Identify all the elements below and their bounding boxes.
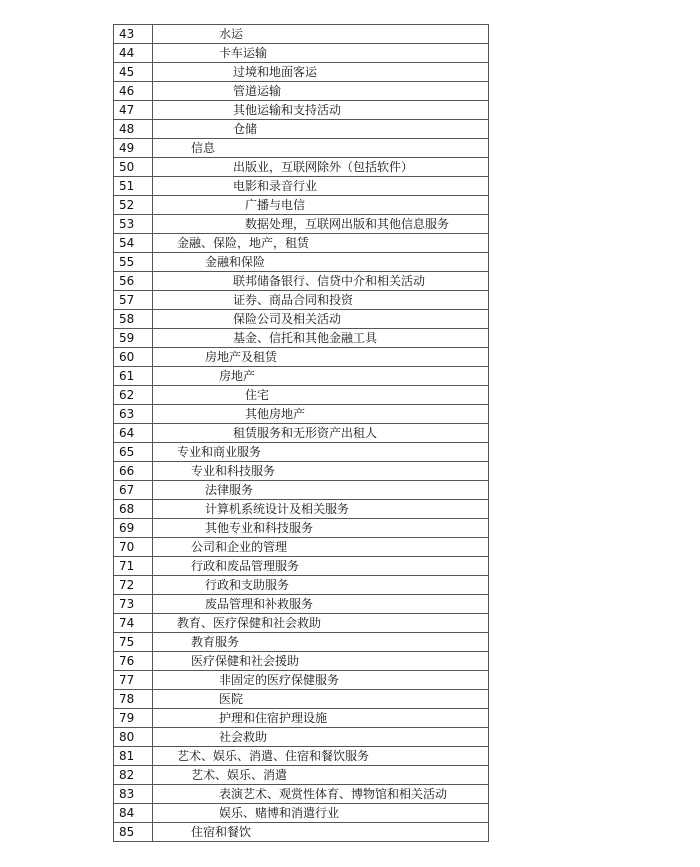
industry-label: 行政和支助服务	[205, 578, 290, 592]
row-number: 47	[114, 101, 153, 120]
row-number: 60	[114, 348, 153, 367]
row-number: 43	[114, 25, 153, 44]
row-label-cell	[153, 785, 489, 804]
table-row	[114, 310, 489, 329]
row-label-cell	[153, 101, 489, 120]
row-label-cell	[153, 500, 489, 519]
industry-label: 非固定的医疗保健服务	[219, 673, 340, 687]
row-label-cell	[153, 576, 489, 595]
row-number: 71	[114, 557, 153, 576]
row-number: 78	[114, 690, 153, 709]
table-row	[114, 462, 489, 481]
row-number: 81	[114, 747, 153, 766]
table-row	[114, 272, 489, 291]
row-number: 64	[114, 424, 153, 443]
row-number: 68	[114, 500, 153, 519]
row-number: 52	[114, 196, 153, 215]
table-row	[114, 823, 489, 842]
row-label-cell	[153, 709, 489, 728]
row-label-cell	[153, 652, 489, 671]
row-number: 63	[114, 405, 153, 424]
industry-label: 娱乐、赌博和消遣行业	[219, 806, 340, 820]
industry-label: 其他专业和科技服务	[205, 521, 314, 535]
row-number: 62	[114, 386, 153, 405]
industry-label: 金融、保险，地产，租赁	[177, 236, 310, 250]
table-row	[114, 139, 489, 158]
table-row	[114, 481, 489, 500]
row-label-cell	[153, 424, 489, 443]
row-label-cell	[153, 538, 489, 557]
row-label-cell	[153, 234, 489, 253]
industry-label: 其他运输和支持活动	[233, 103, 342, 117]
industry-label: 出版业，互联网除外（包括软件）	[233, 160, 414, 174]
industry-label: 废品管理和补救服务	[205, 597, 314, 611]
row-number: 85	[114, 823, 153, 842]
row-label-cell	[153, 386, 489, 405]
table-row	[114, 633, 489, 652]
row-number: 51	[114, 177, 153, 196]
row-number: 65	[114, 443, 153, 462]
row-label-cell	[153, 614, 489, 633]
row-label-cell	[153, 481, 489, 500]
table-row	[114, 576, 489, 595]
row-number: 49	[114, 139, 153, 158]
industry-label: 数据处理，互联网出版和其他信息服务	[245, 217, 450, 231]
row-label-cell	[153, 823, 489, 842]
row-label-cell	[153, 310, 489, 329]
row-label-cell	[153, 728, 489, 747]
row-label-cell	[153, 329, 489, 348]
row-label-cell	[153, 766, 489, 785]
industry-label: 教育服务	[191, 635, 240, 649]
industry-label: 护理和住宿护理设施	[219, 711, 328, 725]
row-label-cell	[153, 671, 489, 690]
industry-label: 社会救助	[219, 730, 268, 744]
table-row	[114, 196, 489, 215]
table-row	[114, 709, 489, 728]
row-number: 75	[114, 633, 153, 652]
industry-label: 房地产及租赁	[205, 350, 278, 364]
row-number: 73	[114, 595, 153, 614]
row-number: 44	[114, 44, 153, 63]
industry-label: 金融和保险	[205, 255, 266, 269]
row-number: 54	[114, 234, 153, 253]
row-number: 67	[114, 481, 153, 500]
row-label-cell	[153, 177, 489, 196]
industry-table-body	[114, 25, 489, 842]
row-number: 53	[114, 215, 153, 234]
row-label-cell	[153, 253, 489, 272]
industry-label: 其他房地产	[245, 407, 306, 421]
industry-label: 水运	[219, 27, 244, 41]
row-label-cell	[153, 690, 489, 709]
row-number: 84	[114, 804, 153, 823]
industry-label: 行政和废品管理服务	[191, 559, 300, 573]
row-label-cell	[153, 25, 489, 44]
industry-label: 租赁服务和无形资产出租人	[233, 426, 378, 440]
row-number: 45	[114, 63, 153, 82]
table-row	[114, 215, 489, 234]
industry-label: 过境和地面客运	[233, 65, 318, 79]
industry-label: 专业和科技服务	[191, 464, 276, 478]
table-row	[114, 44, 489, 63]
row-number: 61	[114, 367, 153, 386]
industry-label: 表演艺术、观赏性体育、博物馆和相关活动	[219, 787, 448, 801]
row-number: 74	[114, 614, 153, 633]
row-number: 58	[114, 310, 153, 329]
row-number: 69	[114, 519, 153, 538]
table-row	[114, 614, 489, 633]
industry-label: 住宅	[245, 388, 270, 402]
row-number: 79	[114, 709, 153, 728]
industry-label: 公司和企业的管理	[191, 540, 288, 554]
industry-label: 专业和商业服务	[177, 445, 262, 459]
industry-label: 计算机系统设计及相关服务	[205, 502, 350, 516]
industry-label: 保险公司及相关活动	[233, 312, 342, 326]
row-label-cell	[153, 405, 489, 424]
table-row	[114, 120, 489, 139]
industry-label: 信息	[191, 141, 216, 155]
industry-label: 电影和录音行业	[233, 179, 318, 193]
row-label-cell	[153, 804, 489, 823]
industry-label: 医疗保健和社会援助	[191, 654, 300, 668]
table-row	[114, 766, 489, 785]
table-row	[114, 728, 489, 747]
industry-label: 管道运输	[233, 84, 282, 98]
table-row	[114, 519, 489, 538]
row-number: 72	[114, 576, 153, 595]
table-row	[114, 177, 489, 196]
row-label-cell	[153, 633, 489, 652]
industry-label: 艺术、娱乐、消遣、住宿和餐饮服务	[177, 749, 370, 763]
table-row	[114, 747, 489, 766]
row-label-cell	[153, 443, 489, 462]
table-row	[114, 405, 489, 424]
row-number: 76	[114, 652, 153, 671]
industry-label: 证券、商品合同和投资	[233, 293, 354, 307]
row-label-cell	[153, 291, 489, 310]
table-row	[114, 785, 489, 804]
table-row	[114, 595, 489, 614]
row-label-cell	[153, 139, 489, 158]
table-row	[114, 424, 489, 443]
row-label-cell	[153, 557, 489, 576]
industry-label: 艺术、娱乐、消遣	[191, 768, 288, 782]
row-number: 82	[114, 766, 153, 785]
table-row	[114, 253, 489, 272]
row-label-cell	[153, 44, 489, 63]
industry-label: 仓储	[233, 122, 258, 136]
industry-label: 法律服务	[205, 483, 254, 497]
row-label-cell	[153, 63, 489, 82]
industry-label: 卡车运输	[219, 46, 268, 60]
industry-label: 房地产	[219, 369, 256, 383]
table-row	[114, 690, 489, 709]
industry-label: 联邦储备银行、信贷中介和相关活动	[233, 274, 426, 288]
table-row	[114, 652, 489, 671]
row-number: 77	[114, 671, 153, 690]
table-row	[114, 234, 489, 253]
row-label-cell	[153, 462, 489, 481]
industry-label: 教育、医疗保健和社会救助	[177, 616, 322, 630]
table-row	[114, 329, 489, 348]
table-row	[114, 63, 489, 82]
row-number: 66	[114, 462, 153, 481]
row-number: 46	[114, 82, 153, 101]
row-number: 50	[114, 158, 153, 177]
row-label-cell	[153, 215, 489, 234]
row-label-cell	[153, 196, 489, 215]
table-row	[114, 367, 489, 386]
row-number: 55	[114, 253, 153, 272]
table-row	[114, 291, 489, 310]
table-row	[114, 25, 489, 44]
row-label-cell	[153, 747, 489, 766]
row-number: 48	[114, 120, 153, 139]
row-number: 56	[114, 272, 153, 291]
row-number: 70	[114, 538, 153, 557]
row-number: 59	[114, 329, 153, 348]
table-row	[114, 443, 489, 462]
row-number: 80	[114, 728, 153, 747]
table-row	[114, 671, 489, 690]
row-label-cell	[153, 120, 489, 139]
industry-label: 住宿和餐饮	[191, 825, 252, 839]
table-row	[114, 101, 489, 120]
row-label-cell	[153, 595, 489, 614]
row-number: 57	[114, 291, 153, 310]
row-label-cell	[153, 158, 489, 177]
row-label-cell	[153, 82, 489, 101]
table-row	[114, 557, 489, 576]
table-row	[114, 500, 489, 519]
industry-label: 医院	[219, 692, 244, 706]
table-row	[114, 158, 489, 177]
table-row	[114, 538, 489, 557]
table-row	[114, 348, 489, 367]
table-row	[114, 804, 489, 823]
row-label-cell	[153, 367, 489, 386]
industry-label: 广播与电信	[245, 198, 306, 212]
row-label-cell	[153, 519, 489, 538]
industry-label: 基金、信托和其他金融工具	[233, 331, 378, 345]
table-row	[114, 386, 489, 405]
table-row	[114, 82, 489, 101]
row-label-cell	[153, 348, 489, 367]
row-number: 83	[114, 785, 153, 804]
row-label-cell	[153, 272, 489, 291]
industry-table	[113, 24, 489, 842]
